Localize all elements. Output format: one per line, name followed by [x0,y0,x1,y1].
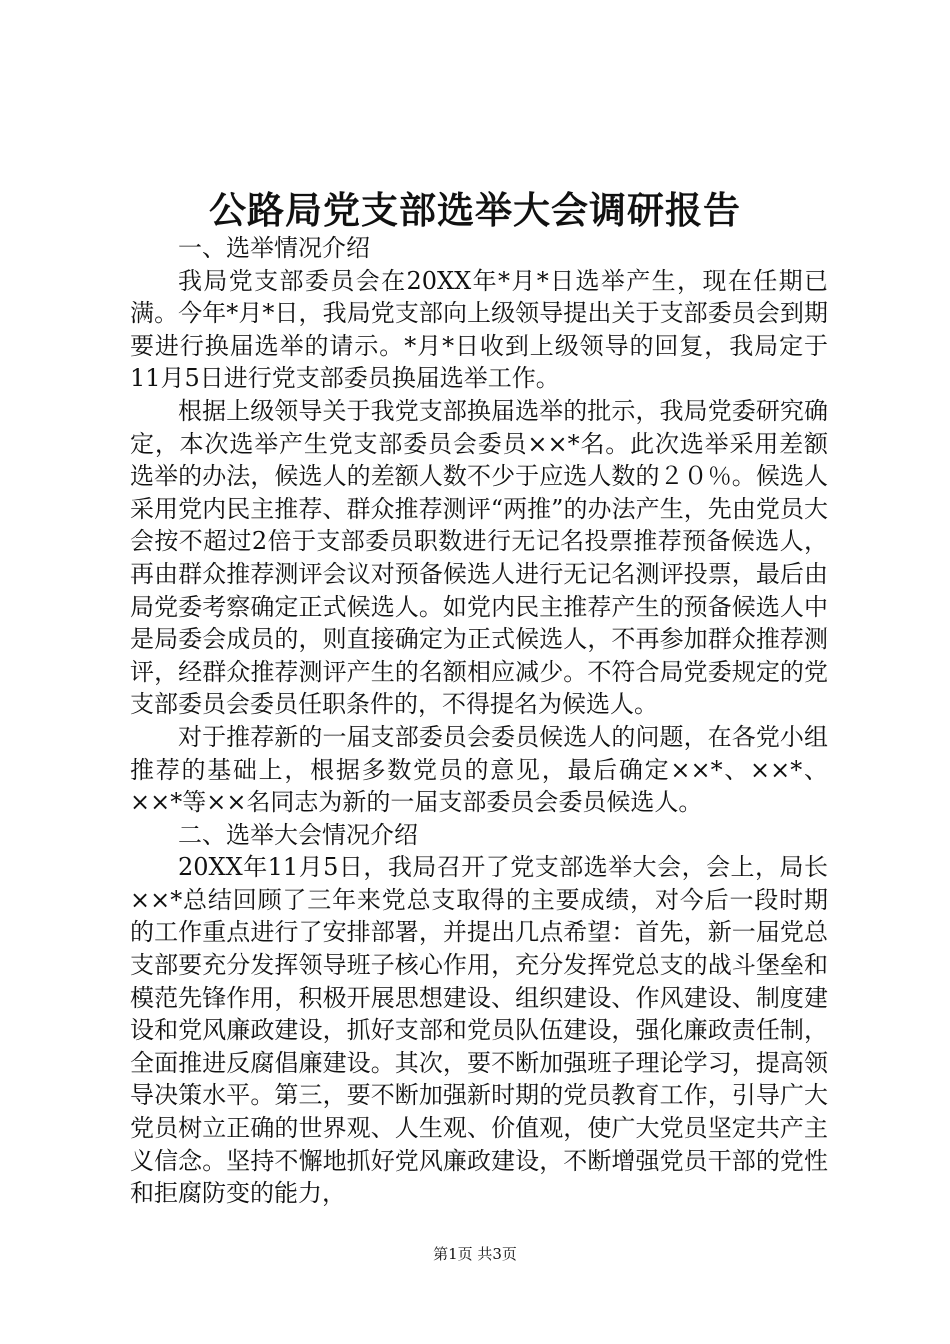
body-paragraph: 根据上级领导关于我党支部换届选举的批示，我局党委研究确定，本次选举产生党支部委员会委员××*名。此次选举采用差额选举的办法，候选人的差额人数不少于应选人数的２０％。候选人采用党内民主推荐、群众推荐测评“两推”的办法产生，先由党员大会按不超过2倍于支部委员职数进行无记名投票推荐预备候选人，再由群众推荐测评会议对预备候选人进行无记名测评投票，最后由局党委考察确定正式候选人。如党内民主推荐产生的预备候选人中是局委会成员的，则直接确定为正式候选人，不再参加群众推荐测评，经群众推荐测评产生的名额相应减少。不符合局党委规定的党支部委员会委员任职条件的，不得提名为候选人。 [130,396,828,719]
document-body [130,232,828,1210]
section-heading: 一、选举情况介绍 [178,234,370,262]
body-paragraph: 20XX年11月5日，我局召开了党支部选举大会，会上，局长××*总结回顾了三年来党总支取得的主要成绩，对今后一段时期的工作重点进行了安排部署，并提出几点希望：首先，新一届党总支部要充分发挥领导班子核心作用，充分发挥党总支的战斗堡垒和模范先锋作用，积极开展思想建设、组织建设、作风建设、制度建设和党风廉政建设，抓好支部和党员队伍建设，强化廉政责任制，全面推进反腐倡廉建设。其次，要不断加强班子理论学习，提高领导决策水平。第三，要不断加强新时期的党员教育工作，引导广大党员树立正确的世界观、人生观、价值观，使广大党员坚定共产主义信念。坚持不懈地抓好党风廉政建设，不断增强党员干部的党性和拒腐防变的能力， [130,853,828,1208]
body-paragraph: 我局党支部委员会在20XX年*月*日选举产生，现在任期已满。今年*月*日，我局党支部向上级领导提出关于支部委员会到期要进行换届选举的请示。*月*日收到上级领导的回复，我局定于11月5日进行党支部委员换届选举工作。 [130,266,828,393]
document-title: 公路局党支部选举大会调研报告 [209,188,741,232]
body-paragraph: 对于推荐新的一届支部委员会委员候选人的问题，在各党小组推荐的基础上，根据多数党员的意见，最后确定××*、××*、××*等××名同志为新的一届支部委员会委员候选人。 [130,722,828,817]
page-number-footer: 第1页 共3页 [433,1245,517,1263]
section-heading: 二、选举大会情况介绍 [178,820,418,849]
